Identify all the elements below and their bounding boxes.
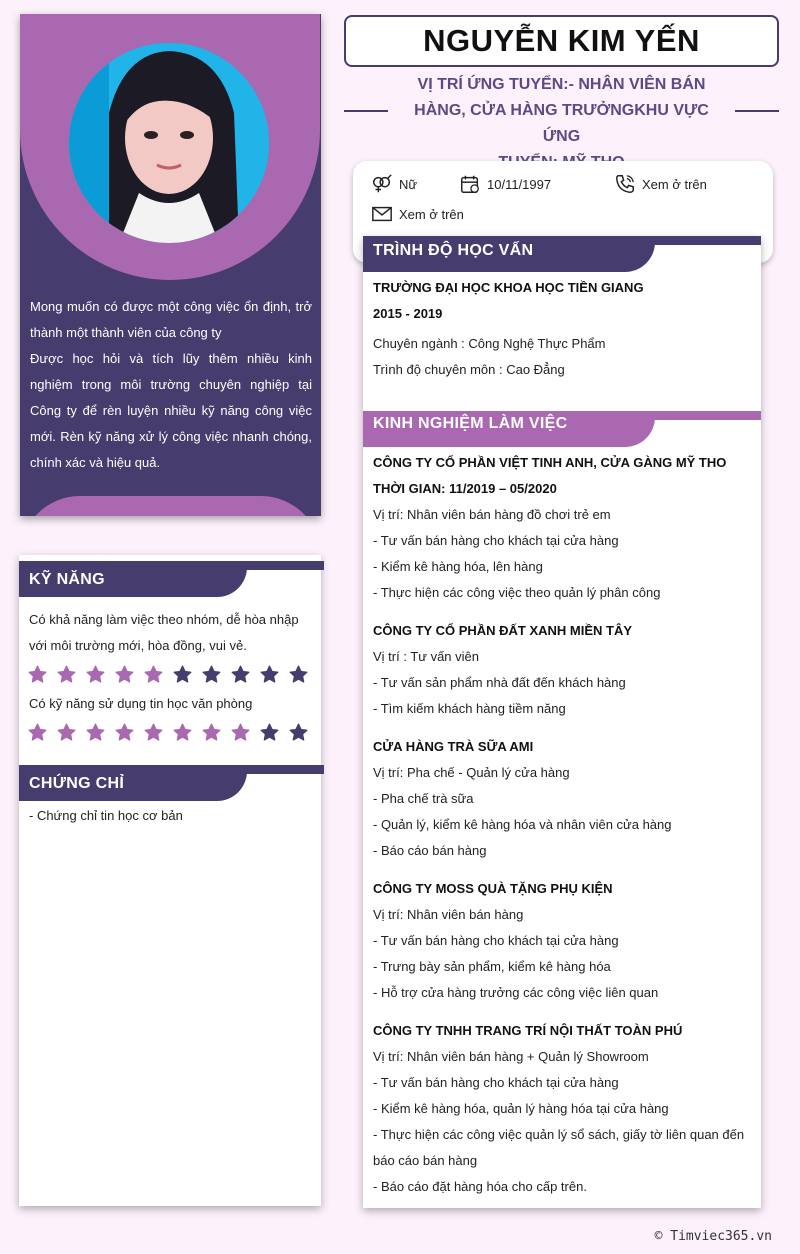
experience-header xyxy=(363,411,761,447)
job-position: Vị trí: Nhân viên bán hàng + Quản lý Showroom xyxy=(373,1049,649,1064)
gender-icon xyxy=(371,173,393,195)
birthday-value: 10/11/1997 xyxy=(487,176,552,192)
position-line: VỊ TRÍ ỨNG TUYỂN:- NHÂN VIÊN BÁN xyxy=(417,76,706,93)
job-duty: - Trưng bày sản phẩm, kiểm kê hàng hóa xyxy=(373,959,611,974)
star-filled-icon xyxy=(56,722,77,743)
job-duty: - Báo cáo bán hàng xyxy=(373,843,487,858)
company-name: CÔNG TY TNHH TRANG TRÍ NỘI THẤT TOÀN PHÚ xyxy=(373,1023,683,1038)
divider xyxy=(344,110,388,112)
study-years: 2015 - 2019 xyxy=(373,306,443,321)
job-duty: - Báo cáo đặt hàng hóa cho cấp trên. xyxy=(373,1179,587,1194)
name-box xyxy=(344,15,779,67)
objective-paragraph: Được học hỏi và tích lũy thêm nhiều kinh nghiệm trong môi trường chuyên nghiệp tại Công ty để rèn luyện nhiều kỹ năng công việc mới. Rèn kỹ năng xử lý công việc nhanh chóng, chính xác và hiệu quả. xyxy=(30,351,312,470)
job-entry xyxy=(373,876,751,1006)
email-item xyxy=(371,203,464,225)
career-objective xyxy=(30,294,312,476)
certificates-title: CHỨNG CHỈ xyxy=(29,775,125,792)
job-entry xyxy=(373,1018,751,1200)
company-name: CÔNG TY MOSS QUÀ TẶNG PHỤ KIỆN xyxy=(373,881,613,896)
skill-description: Có kỹ năng sử dụng tin học văn phòng xyxy=(29,696,253,711)
company-name: CÔNG TY CỔ PHẦN ĐẤT XANH MIỀN TÂY xyxy=(373,623,633,638)
birthday-item xyxy=(459,173,551,195)
qualification-level: Trình độ chuyên môn : Cao Đẳng xyxy=(373,362,565,377)
phone-icon xyxy=(614,173,636,195)
mail-icon xyxy=(371,203,393,225)
star-filled-icon xyxy=(27,722,48,743)
job-entry xyxy=(373,734,751,864)
school-name: TRƯỜNG ĐẠI HỌC KHOA HỌC TIỀN GIANG xyxy=(373,280,644,295)
divider xyxy=(735,110,779,112)
job-duty: - Tìm kiếm khách hàng tiềm năng xyxy=(373,701,566,716)
footer-credit: © Timviec365.vn xyxy=(654,1229,772,1244)
star-filled-icon xyxy=(114,664,135,685)
major: Chuyên ngành : Công Nghệ Thực Phẩm xyxy=(373,336,606,351)
job-duty: - Tư vấn bán hàng cho khách tại cửa hàng xyxy=(373,933,619,948)
skill-rating xyxy=(19,659,321,689)
star-filled-icon xyxy=(143,722,164,743)
star-filled-icon xyxy=(85,664,106,685)
star-filled-icon xyxy=(143,664,164,685)
skills-card xyxy=(19,555,321,1206)
objective-paragraph: Mong muốn có được một công việc ổn định, trở thành một thành viên của công ty xyxy=(30,299,312,340)
job-entry xyxy=(373,450,751,606)
job-position: Vị trí: Nhân viên bán hàng đồ chơi trẻ em xyxy=(373,507,611,522)
skills-header xyxy=(19,561,321,597)
job-duty: - Hỗ trợ cửa hàng trưởng các công việc liên quan xyxy=(373,985,659,1000)
star-empty-icon xyxy=(172,664,193,685)
company-name: CỬA HÀNG TRÀ SỮA AMI xyxy=(373,739,534,754)
star-empty-icon xyxy=(288,722,309,743)
star-filled-icon xyxy=(114,722,135,743)
candidate-name: NGUYỄN KIM YẾN xyxy=(423,23,700,58)
skills-title: KỸ NĂNG xyxy=(29,571,105,588)
profile-footer-shape xyxy=(20,496,321,516)
star-filled-icon xyxy=(85,722,106,743)
education-title: TRÌNH ĐỘ HỌC VẤN xyxy=(373,242,534,259)
profile-card xyxy=(20,14,321,516)
star-filled-icon xyxy=(201,722,222,743)
main-card xyxy=(363,236,761,1208)
job-duty: - Tư vấn bán hàng cho khách tại cửa hàng xyxy=(373,1075,619,1090)
job-duty: - Pha chế trà sữa xyxy=(373,791,474,806)
job-duty: - Kiểm kê hàng hóa, lên hàng xyxy=(373,559,543,574)
position-block xyxy=(344,70,779,154)
job-position: Vị trí: Pha chế - Quản lý cửa hàng xyxy=(373,765,570,780)
skill-rating xyxy=(19,717,321,747)
company-name: CÔNG TY CỔ PHẦN VIỆT TINH ANH, CỬA GÀNG MỸ THO xyxy=(373,455,727,470)
certificates-header xyxy=(19,765,321,801)
education-header xyxy=(363,236,761,272)
job-entry xyxy=(373,618,751,722)
star-empty-icon xyxy=(201,664,222,685)
skill-description: Có khả năng làm việc theo nhóm, dễ hòa nhập với môi trường mới, hòa đồng, vui vẻ. xyxy=(29,612,299,653)
star-filled-icon xyxy=(230,722,251,743)
job-position: Vị trí: Nhân viên bán hàng xyxy=(373,907,524,922)
star-empty-icon xyxy=(230,664,251,685)
experience-title: KINH NGHIỆM LÀM VIỆC xyxy=(373,415,568,432)
certificate-item: - Chứng chỉ tin học cơ bản xyxy=(29,808,183,823)
job-duty: - Thực hiện các công việc theo quản lý phân công xyxy=(373,585,661,600)
job-position: Vị trí : Tư vấn viên xyxy=(373,649,479,664)
job-duty: - Tư vấn bán hàng cho khách tại cửa hàng xyxy=(373,533,619,548)
avatar xyxy=(69,43,269,243)
star-filled-icon xyxy=(172,722,193,743)
star-empty-icon xyxy=(259,722,280,743)
star-filled-icon xyxy=(27,664,48,685)
job-duty: - Thực hiện các công việc quản lý sổ sách, giấy tờ liên quan đến báo cáo bán hàng xyxy=(373,1127,745,1168)
star-empty-icon xyxy=(259,664,280,685)
star-filled-icon xyxy=(56,664,77,685)
gender-item xyxy=(371,173,417,195)
job-duty: - Kiểm kê hàng hóa, quản lý hàng hóa tại cửa hàng xyxy=(373,1101,669,1116)
email-value: Xem ở trên xyxy=(399,206,464,222)
job-duty: - Quản lý, kiểm kê hàng hóa và nhân viên cửa hàng xyxy=(373,817,672,832)
job-duty: - Tư vấn sản phẩm nhà đất đến khách hàng xyxy=(373,675,626,690)
star-empty-icon xyxy=(288,664,309,685)
experience-list xyxy=(363,447,761,1200)
phone-item xyxy=(614,173,707,195)
calendar-icon xyxy=(459,173,481,195)
gender-value: Nữ xyxy=(399,176,418,192)
job-period: THỜI GIAN: 11/2019 – 05/2020 xyxy=(373,481,557,496)
position-line: HÀNG, CỬA HÀNG TRƯỞNGKHU VỰC ỨNG xyxy=(414,102,709,145)
phone-value: Xem ở trên xyxy=(642,176,707,192)
